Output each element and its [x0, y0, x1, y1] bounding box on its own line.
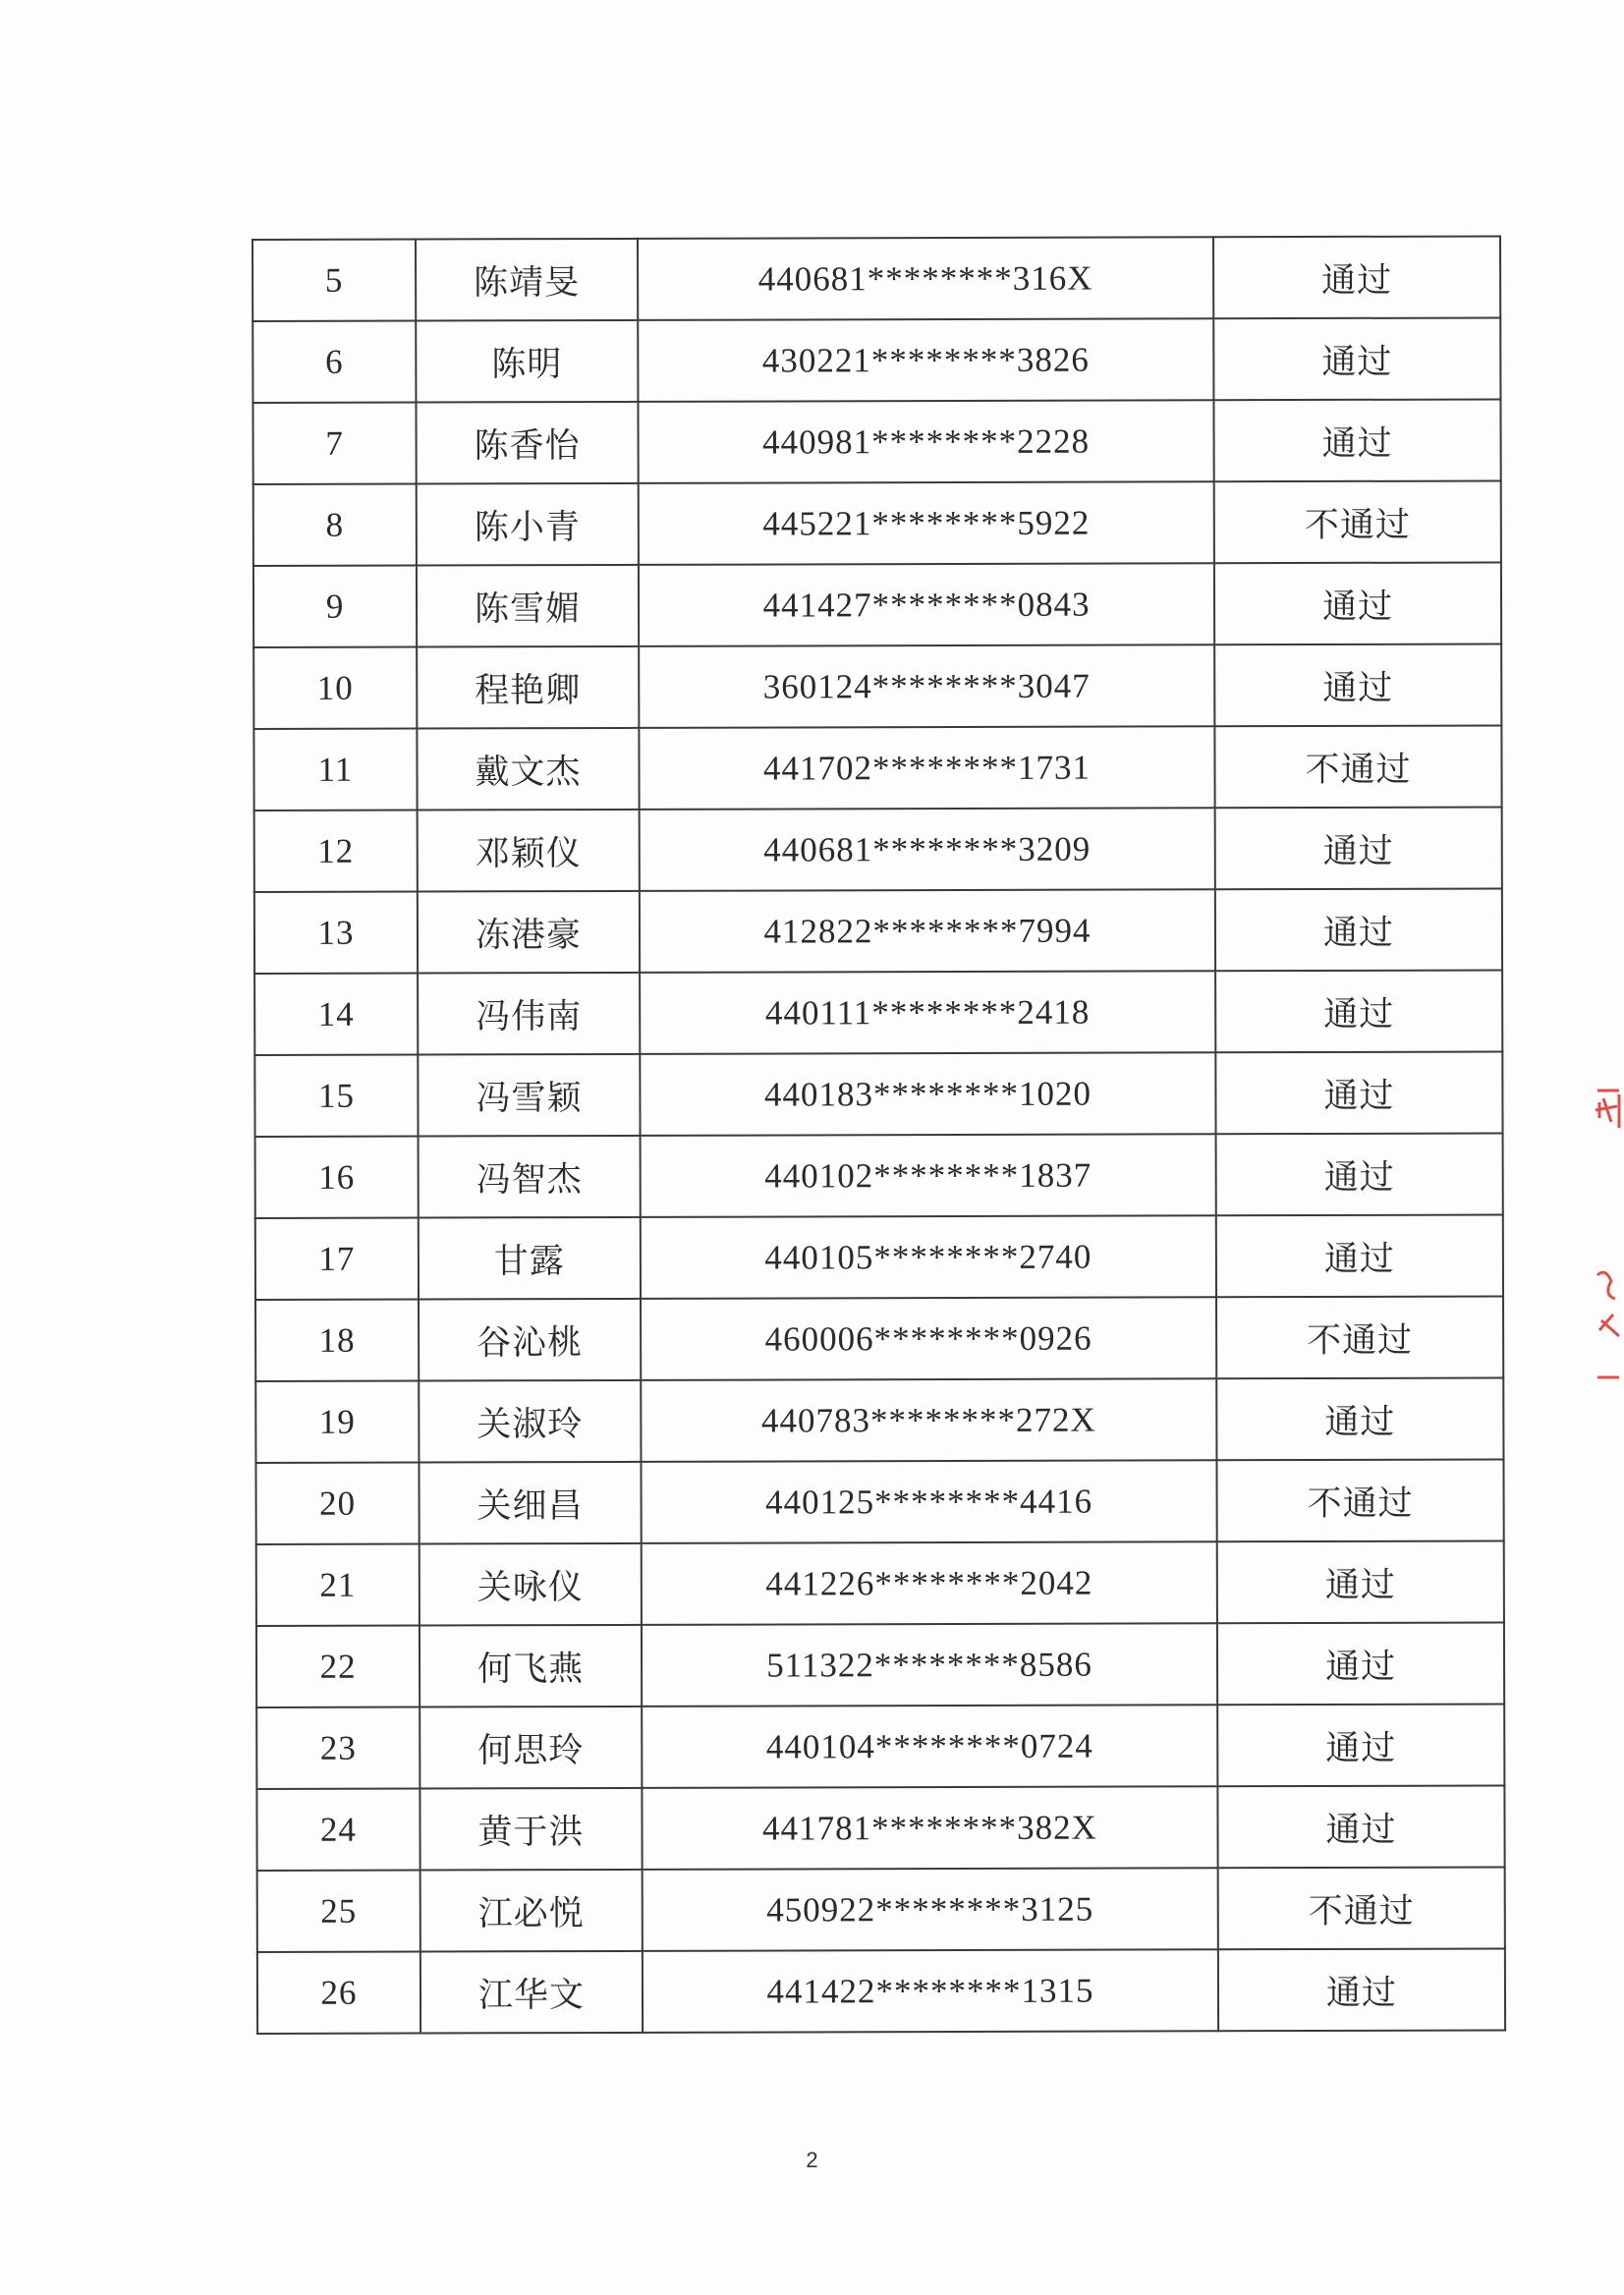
- table-row: [253, 725, 1501, 811]
- table-row: [255, 1296, 1503, 1381]
- id-number: 511322********8586: [642, 1623, 1217, 1707]
- table-row: [257, 1867, 1505, 1952]
- review-result: 通过: [1214, 644, 1501, 726]
- id-number: 441702********1731: [639, 726, 1214, 810]
- review-result: 通过: [1217, 1785, 1504, 1868]
- id-number: 440125********4416: [641, 1460, 1216, 1543]
- applicant-name: 冯伟南: [418, 973, 640, 1055]
- applicant-name: 甘露: [419, 1217, 641, 1300]
- applicant-name: 冻港豪: [418, 891, 640, 974]
- id-number: 450922********3125: [643, 1868, 1218, 1951]
- id-number: 440681********316X: [638, 237, 1213, 320]
- applicant-name: 冯雪颖: [418, 1054, 640, 1137]
- row-index: 14: [254, 974, 418, 1055]
- review-result: 通过: [1213, 399, 1500, 481]
- table-row: [255, 1459, 1503, 1544]
- review-result: 通过: [1215, 807, 1502, 889]
- review-result: 通过: [1217, 1704, 1504, 1786]
- row-index: 11: [253, 729, 417, 811]
- table-row: [254, 807, 1502, 892]
- table-row: [257, 1948, 1505, 2034]
- review-result: 通过: [1214, 562, 1501, 644]
- review-result: 通过: [1218, 1948, 1505, 2031]
- id-number: 440183********1020: [640, 1052, 1215, 1136]
- applicant-name: 关细昌: [419, 1462, 641, 1544]
- applicant-table: [252, 235, 1506, 2035]
- table-row: [253, 480, 1501, 566]
- applicant-name: 陈小青: [417, 483, 639, 566]
- page-number: 2: [806, 2148, 818, 2172]
- row-index: 16: [255, 1137, 419, 1218]
- applicant-name: 陈明: [416, 320, 638, 403]
- id-number: 440102********1837: [641, 1134, 1216, 1217]
- row-index: 26: [257, 1952, 420, 2034]
- table-row: [253, 562, 1501, 647]
- row-index: 17: [255, 1218, 419, 1300]
- applicant-name: 邓颖仪: [418, 810, 640, 892]
- id-number: 445221********5922: [639, 481, 1214, 565]
- table-row: [255, 1377, 1503, 1463]
- row-index: 23: [256, 1707, 420, 1789]
- row-index: 15: [254, 1055, 418, 1137]
- row-index: 12: [254, 811, 418, 892]
- row-index: 25: [257, 1871, 420, 1952]
- row-index: 18: [255, 1300, 419, 1381]
- table-row: [255, 1214, 1503, 1300]
- applicant-name: 陈香怡: [416, 402, 638, 484]
- applicant-name: 陈靖旻: [416, 239, 638, 321]
- row-index: 24: [256, 1789, 420, 1871]
- applicant-name: 陈雪媚: [417, 565, 639, 647]
- applicant-name: 谷沁桃: [419, 1299, 641, 1381]
- row-index: 20: [255, 1463, 419, 1544]
- row-index: 9: [253, 566, 417, 647]
- table-row: [256, 1785, 1504, 1871]
- row-index: 7: [252, 403, 416, 484]
- red-seal-stamp: [1590, 1089, 1624, 1383]
- applicant-name: 关咏仪: [420, 1543, 642, 1626]
- review-result: 通过: [1216, 1133, 1503, 1215]
- review-result: 不通过: [1216, 1296, 1503, 1378]
- table-row: [254, 970, 1502, 1055]
- row-index: 8: [253, 484, 417, 566]
- id-number: 412822********7994: [640, 889, 1215, 973]
- table-row: [256, 1540, 1504, 1626]
- id-number: 460006********0926: [641, 1297, 1216, 1380]
- review-result: 通过: [1215, 888, 1502, 971]
- id-number: 441226********2042: [642, 1541, 1217, 1625]
- id-number: 440681********3209: [640, 808, 1215, 891]
- review-result: 通过: [1217, 1540, 1504, 1623]
- id-number: 430221********3826: [638, 318, 1213, 402]
- id-number: 440104********0724: [642, 1705, 1217, 1788]
- table-row: [254, 1051, 1502, 1137]
- review-result: 不通过: [1216, 1459, 1503, 1541]
- id-number: 441427********0843: [639, 563, 1214, 646]
- review-result: 不通过: [1218, 1867, 1505, 1949]
- applicant-name: 程艳卿: [417, 646, 639, 729]
- table-row: [256, 1622, 1504, 1707]
- applicant-name: 江华文: [420, 1951, 643, 2034]
- applicant-name: 冯智杰: [419, 1136, 641, 1218]
- applicant-table-body: [252, 236, 1505, 2034]
- table-row: [252, 317, 1500, 403]
- id-number: 441422********1315: [643, 1949, 1218, 2033]
- id-number: 440105********2740: [641, 1215, 1216, 1299]
- review-result: 不通过: [1214, 725, 1501, 808]
- table-row: [255, 1133, 1503, 1218]
- review-result: 通过: [1213, 317, 1500, 400]
- review-result: 通过: [1215, 1051, 1502, 1134]
- id-number: 440981********2228: [638, 400, 1213, 483]
- row-index: 13: [254, 892, 418, 974]
- applicant-name: 戴文杰: [417, 728, 639, 811]
- applicant-name: 黄于洪: [420, 1788, 642, 1871]
- id-number: 440783********272X: [641, 1378, 1216, 1462]
- row-index: 19: [255, 1381, 419, 1463]
- table-row: [252, 236, 1500, 321]
- applicant-name: 何飞燕: [420, 1625, 642, 1707]
- id-number: 440111********2418: [640, 971, 1215, 1054]
- review-result: 通过: [1216, 1377, 1503, 1460]
- review-result: 不通过: [1214, 480, 1501, 563]
- review-result: 通过: [1213, 236, 1500, 318]
- review-result: 通过: [1217, 1622, 1504, 1705]
- row-index: 21: [256, 1544, 420, 1626]
- id-number: 441781********382X: [642, 1786, 1217, 1870]
- row-index: 6: [252, 321, 416, 403]
- applicant-name: 关淑玲: [419, 1380, 641, 1463]
- row-index: 5: [252, 240, 416, 321]
- id-number: 360124********3047: [639, 644, 1214, 728]
- review-result: 通过: [1216, 1214, 1503, 1297]
- applicant-name: 江必悦: [420, 1870, 643, 1952]
- row-index: 10: [253, 647, 417, 729]
- table-row: [256, 1704, 1504, 1789]
- review-result: 通过: [1215, 970, 1502, 1052]
- applicant-name: 何思玲: [420, 1707, 642, 1789]
- table-row: [252, 399, 1500, 484]
- row-index: 22: [256, 1626, 420, 1707]
- table-row: [253, 644, 1501, 729]
- table-row: [254, 888, 1502, 974]
